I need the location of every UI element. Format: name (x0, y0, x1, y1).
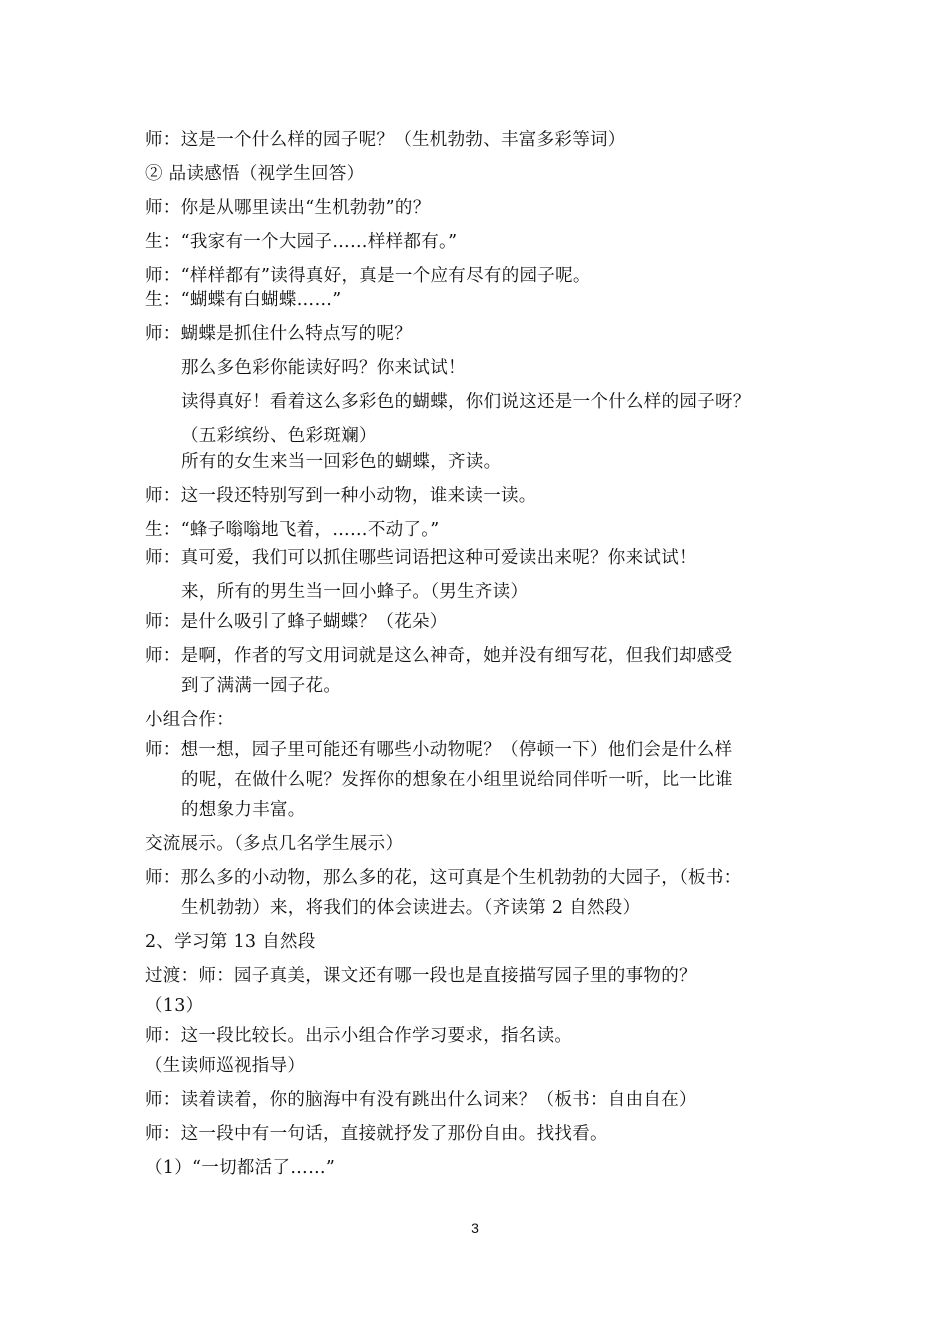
text-line: 师：这一段比较长。出示小组合作学习要求，指名读。 (145, 1026, 573, 1046)
text-line: （1）“一切都活了……” (145, 1158, 336, 1178)
text-line: 师：蝴蝶是抓住什么特点写的呢？ (145, 324, 412, 344)
text-line: 师：读着读着，你的脑海中有没有跳出什么词来？（板书：自由自在） (145, 1090, 697, 1110)
text-line: 那么多色彩你能读好吗？你来试试！ (181, 358, 466, 378)
text-line: 所有的女生来当一回彩色的蝴蝶，齐读。 (181, 452, 502, 472)
text-line: 师：这是一个什么样的园子呢？（生机勃勃、丰富多彩等词） (145, 130, 626, 150)
text-line: 生：“蝴蝶有白蝴蝶……” (145, 290, 342, 310)
text-line: 师：这一段还特别写到一种小动物，谁来读一读。 (145, 486, 537, 506)
text-line: 师：真可爱，我们可以抓住哪些词语把这种可爱读出来呢？你来试试！ (145, 548, 697, 568)
text-line: （生读师巡视指导） (145, 1056, 306, 1076)
page-number: 3 (471, 1220, 479, 1236)
text-line: 师：想一想，园子里可能还有哪些小动物呢？（停顿一下）他们会是什么样 (145, 740, 733, 760)
text-line: 师：是什么吸引了蜂子蝴蝶？（花朵） (145, 612, 448, 632)
text-line: 师：这一段中有一句话，直接就抒发了那份自由。找找看。 (145, 1124, 608, 1144)
text-line: 读得真好！看着这么多彩色的蝴蝶，你们说这还是一个什么样的园子呀？ (181, 392, 751, 412)
text-line: 的想象力丰富。 (181, 800, 306, 820)
text-line: 的呢，在做什么呢？发挥你的想象在小组里说给同伴听一听，比一比谁 (181, 770, 733, 790)
text-line: 小组合作： (145, 710, 234, 730)
text-line: 生机勃勃）来，将我们的体会读进去。（齐读第 2 自然段） (181, 898, 641, 918)
text-line: （13） (145, 996, 204, 1016)
text-line: 生：“我家有一个大园子……样样都有。” (145, 232, 458, 252)
text-line: 生：“蜂子嗡嗡地飞着，……不动了。” (145, 520, 440, 540)
text-line: （五彩缤纷、色彩斑斓） (181, 426, 377, 446)
text-line: 到了满满一园子花。 (181, 676, 342, 696)
text-line: 交流展示。（多点几名学生展示） (145, 834, 404, 854)
text-line: 过渡：师：园子真美，课文还有哪一段也是直接描写园子里的事物的？ (145, 966, 697, 986)
text-line: ② 品读感悟（视学生回答） (145, 164, 365, 184)
text-line: 师：你是从哪里读出“生机勃勃”的？ (145, 198, 431, 218)
text-line: 2、学习第 13 自然段 (145, 932, 316, 952)
text-line: 来，所有的男生当一回小蜂子。（男生齐读） (181, 582, 529, 602)
text-line: 师：“样样都有”读得真好，真是一个应有尽有的园子呢。 (145, 266, 591, 286)
text-line: 师：那么多的小动物，那么多的花，这可真是个生机勃勃的大园子，（板书： (145, 868, 742, 888)
text-line: 师：是啊，作者的写文用词就是这么神奇，她并没有细写花，但我们却感受 (145, 646, 733, 666)
